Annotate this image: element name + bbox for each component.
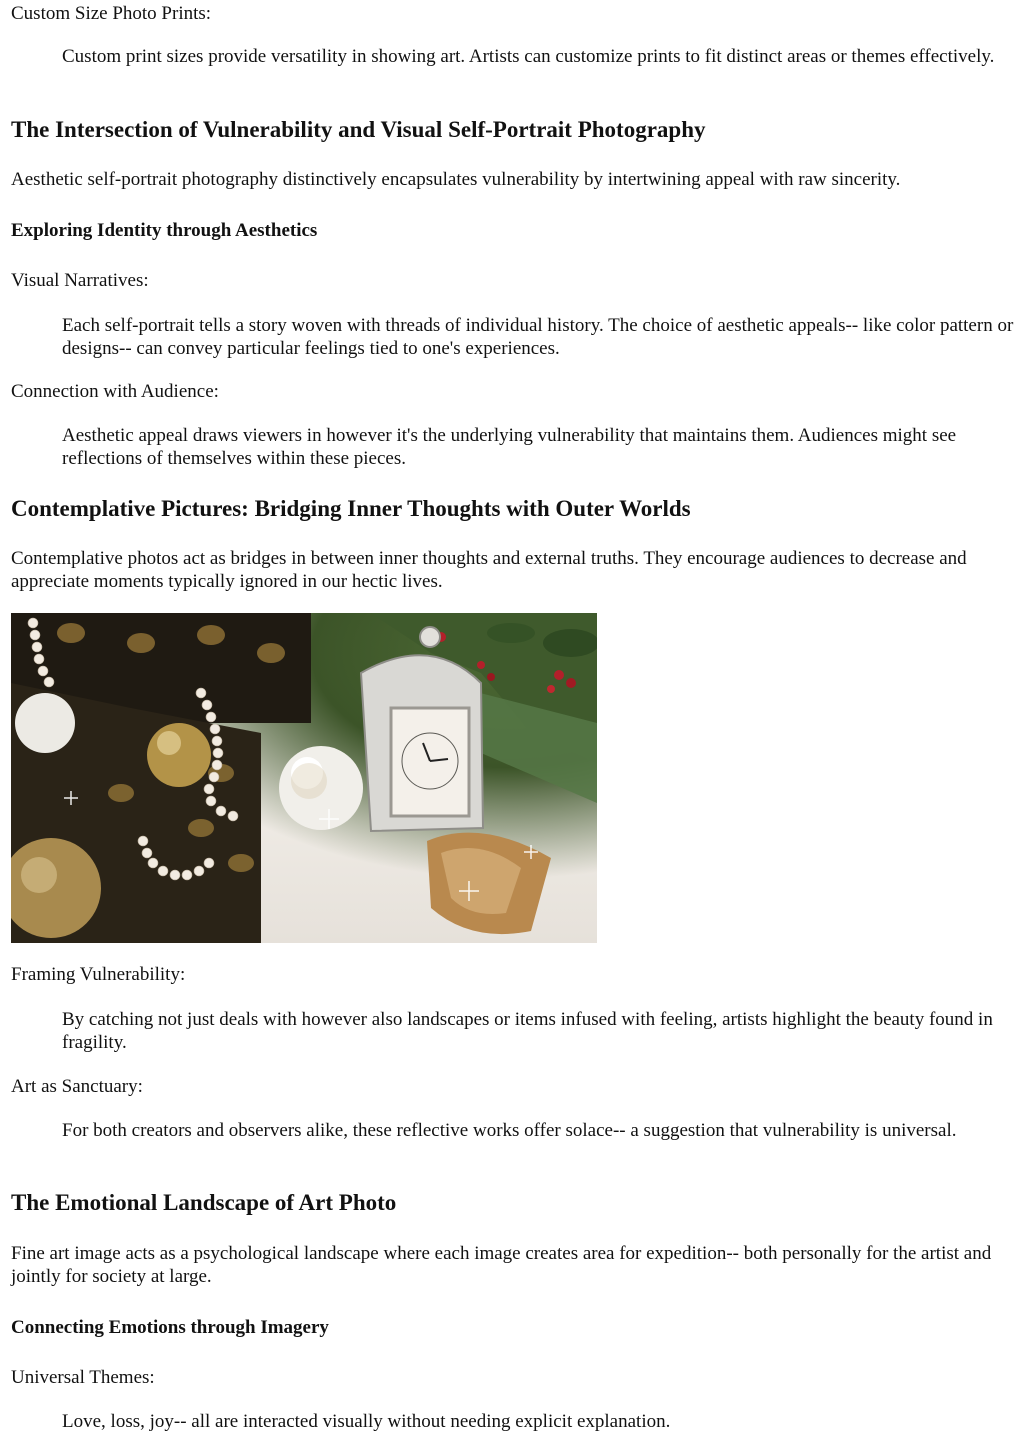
amber-glass <box>427 833 551 934</box>
custom-size-description: Custom print sizes provide versatility in showing art. Artists can customize prints to fit distinct areas or themes effectively. <box>62 46 995 67</box>
heading-contemplative: Contemplative Pictures: Bridging Inner Thoughts with Outer Worlds <box>11 496 691 521</box>
still-life-illustration <box>11 613 597 943</box>
visual-narratives-description: Each self-portrait tells a story woven with threads of individual history. The choice of aesthetic appeals-- like color pattern or designs-- can convey particular feelings tied to one's experiences. <box>62 315 1014 359</box>
custom-size-label: Custom Size Photo Prints: <box>11 3 212 24</box>
universal-themes-description: Love, loss, joy-- all are interacted visually without needing explicit explanation. <box>62 1411 671 1432</box>
paragraph-emotional-landscape: Fine art image acts as a psychological landscape where each image creates area for expedition-- both personally for the artist and jointly for society at large. <box>11 1243 992 1287</box>
heading-intersection: The Intersection of Vulnerability and Visual Self-Portrait Photography <box>11 117 706 142</box>
visual-narratives-label: Visual Narratives: <box>11 270 149 291</box>
heading-emotional-landscape: The Emotional Landscape of Art Photo <box>11 1190 397 1215</box>
paragraph-intersection: Aesthetic self-portrait photography distinctively encapsulates vulnerability by intertwining appeal with raw sincerity. <box>11 169 901 190</box>
framing-label: Framing Vulnerability: <box>11 964 186 985</box>
still-life-photo <box>11 613 597 943</box>
heading-connecting-emotions: Connecting Emotions through Imagery <box>11 1317 329 1338</box>
universal-themes-label: Universal Themes: <box>11 1367 155 1388</box>
heading-identity: Exploring Identity through Aesthetics <box>11 220 318 241</box>
paragraph-contemplative: Contemplative photos act as bridges in between inner thoughts and external truths. They encourage audiences to decrease and appreciate moments typically ignored in our hectic lives. <box>11 548 967 592</box>
sanctuary-label: Art as Sanctuary: <box>11 1076 143 1097</box>
connection-label: Connection with Audience: <box>11 381 219 402</box>
sanctuary-description: For both creators and observers alike, these reflective works offer solace-- a suggestion that vulnerability is universal. <box>62 1120 957 1141</box>
framing-description: By catching not just deals with however also landscapes or items infused with feeling, artists highlight the beauty found in fragility. <box>62 1009 993 1053</box>
connection-description: Aesthetic appeal draws viewers in however it's the underlying vulnerability that maintains them. Audiences might see reflections of themselves within these pieces. <box>62 425 957 469</box>
